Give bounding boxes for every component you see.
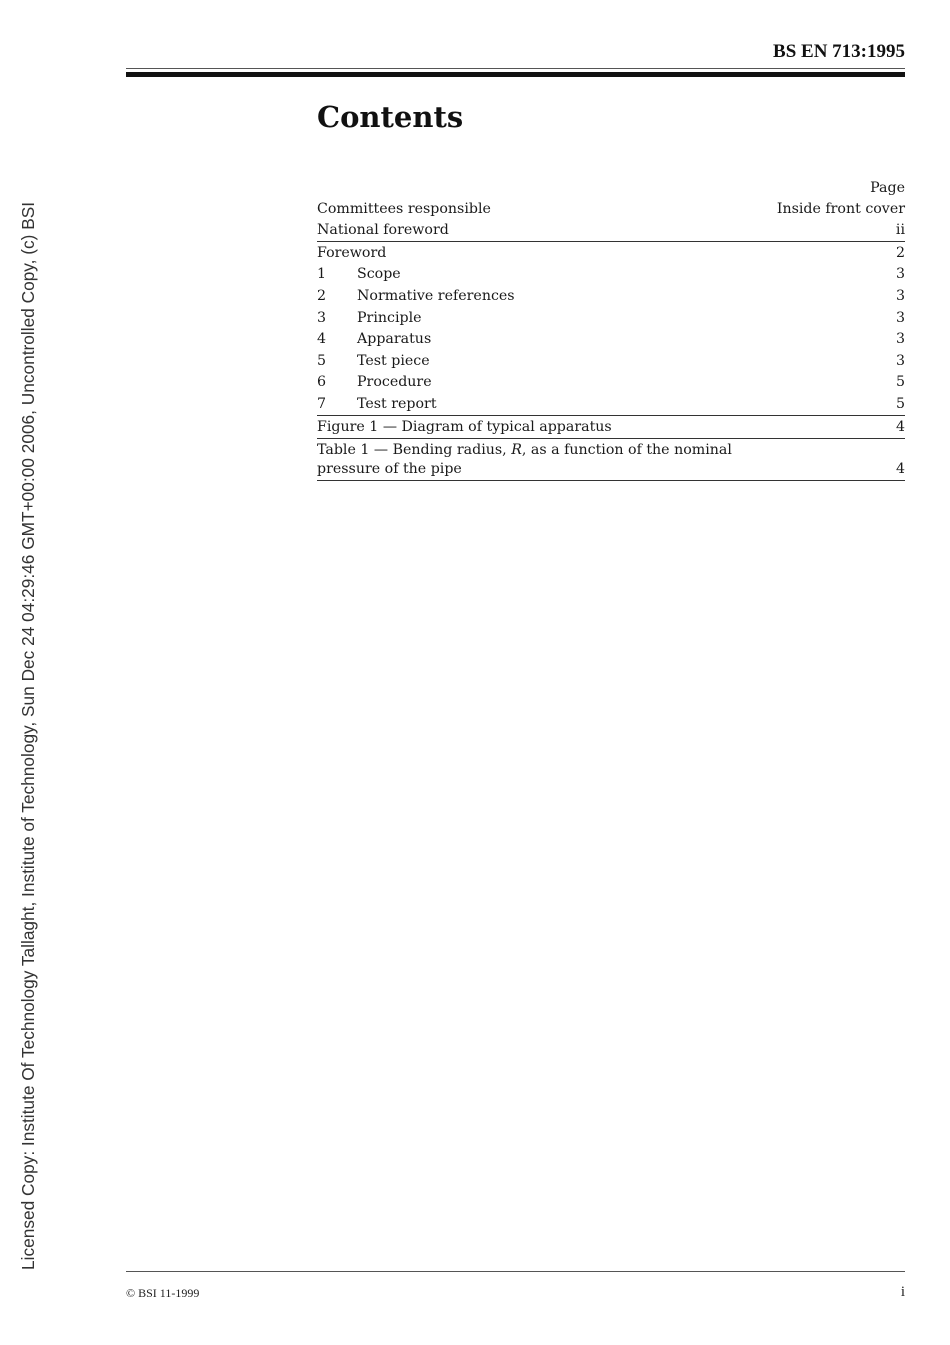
toc-entry-label: Test report xyxy=(357,395,437,412)
footer-rule xyxy=(126,1271,905,1272)
toc-entry-number: 4 xyxy=(317,331,327,348)
toc-entry-page: 3 xyxy=(895,287,905,304)
toc-entry-label: Apparatus xyxy=(357,331,432,348)
license-watermark: Licensed Copy: Institute Of Technology Tallaght, Institute of Technology, Sun Dec 24 04:29:46 GMT+00:00 2006, Uncontrolled Copy, (c) BSI xyxy=(18,201,38,1270)
header-thick-rule xyxy=(126,72,905,77)
toc-entry-label: Procedure xyxy=(357,374,432,391)
toc-entry-label: Figure 1 — Diagram of typical apparatus xyxy=(317,418,612,435)
toc-entry-page: 3 xyxy=(895,266,905,283)
toc-entry-page: Inside front cover xyxy=(776,200,905,217)
table-of-contents xyxy=(317,178,905,481)
toc-entry-page: ii xyxy=(895,222,905,239)
toc-entry-test-report[interactable] xyxy=(317,393,905,416)
toc-entry-number: 6 xyxy=(317,374,327,391)
toc-entry-label: Committees responsible xyxy=(317,200,491,217)
toc-entry-apparatus[interactable] xyxy=(317,329,905,351)
toc-entry-label: Scope xyxy=(357,266,401,283)
footer-copyright: © BSI 11-1999 xyxy=(126,1286,200,1300)
toc-entry-number: 3 xyxy=(317,309,327,326)
toc-entry-number: 5 xyxy=(317,352,327,369)
toc-entry-label-prefix: Table 1 — Bending radius, xyxy=(317,441,507,458)
toc-entry-principle[interactable] xyxy=(317,307,905,329)
toc-entry-label-symbol: R xyxy=(511,441,522,458)
toc-page-column-header: Page xyxy=(870,180,905,196)
document-id: BS EN 713:1995 xyxy=(773,41,905,62)
toc-entry-committees[interactable] xyxy=(317,198,905,220)
toc-entry-figure-1[interactable] xyxy=(317,416,905,439)
toc-entry-page: 4 xyxy=(895,460,905,477)
toc-entry-national-foreword[interactable] xyxy=(317,220,905,243)
toc-entry-label: Principle xyxy=(357,309,422,326)
toc-entry-label: Test piece xyxy=(357,352,430,369)
toc-entry-page: 3 xyxy=(895,309,905,326)
toc-entry-page: 3 xyxy=(895,352,905,369)
toc-entry-page: 5 xyxy=(895,374,905,391)
toc-entry-number: 1 xyxy=(317,266,327,283)
page-title: Contents xyxy=(317,100,464,134)
toc-entry-normative-references[interactable] xyxy=(317,285,905,307)
toc-entry-label xyxy=(317,441,787,479)
toc-entry-foreword[interactable] xyxy=(317,242,905,264)
toc-entry-page: 2 xyxy=(895,244,905,261)
toc-entry-number: 7 xyxy=(317,395,327,412)
toc-entry-procedure[interactable] xyxy=(317,372,905,394)
toc-entry-scope[interactable] xyxy=(317,264,905,286)
toc-entry-page: 5 xyxy=(895,395,905,412)
toc-entry-label: National foreword xyxy=(317,222,449,239)
toc-entry-label-suffix: , as a function of the nominal pressure of the pipe xyxy=(317,441,732,477)
header-thin-rule xyxy=(126,68,905,69)
toc-entry-test-piece[interactable] xyxy=(317,350,905,372)
toc-entry-page: 3 xyxy=(895,331,905,348)
toc-entry-label: Normative references xyxy=(357,287,515,304)
toc-entry-number: 2 xyxy=(317,287,327,304)
toc-entry-table-1[interactable] xyxy=(317,439,905,481)
toc-entry-label: Foreword xyxy=(317,244,387,261)
footer-page-number: i xyxy=(900,1284,905,1300)
toc-entry-page: 4 xyxy=(895,418,905,435)
